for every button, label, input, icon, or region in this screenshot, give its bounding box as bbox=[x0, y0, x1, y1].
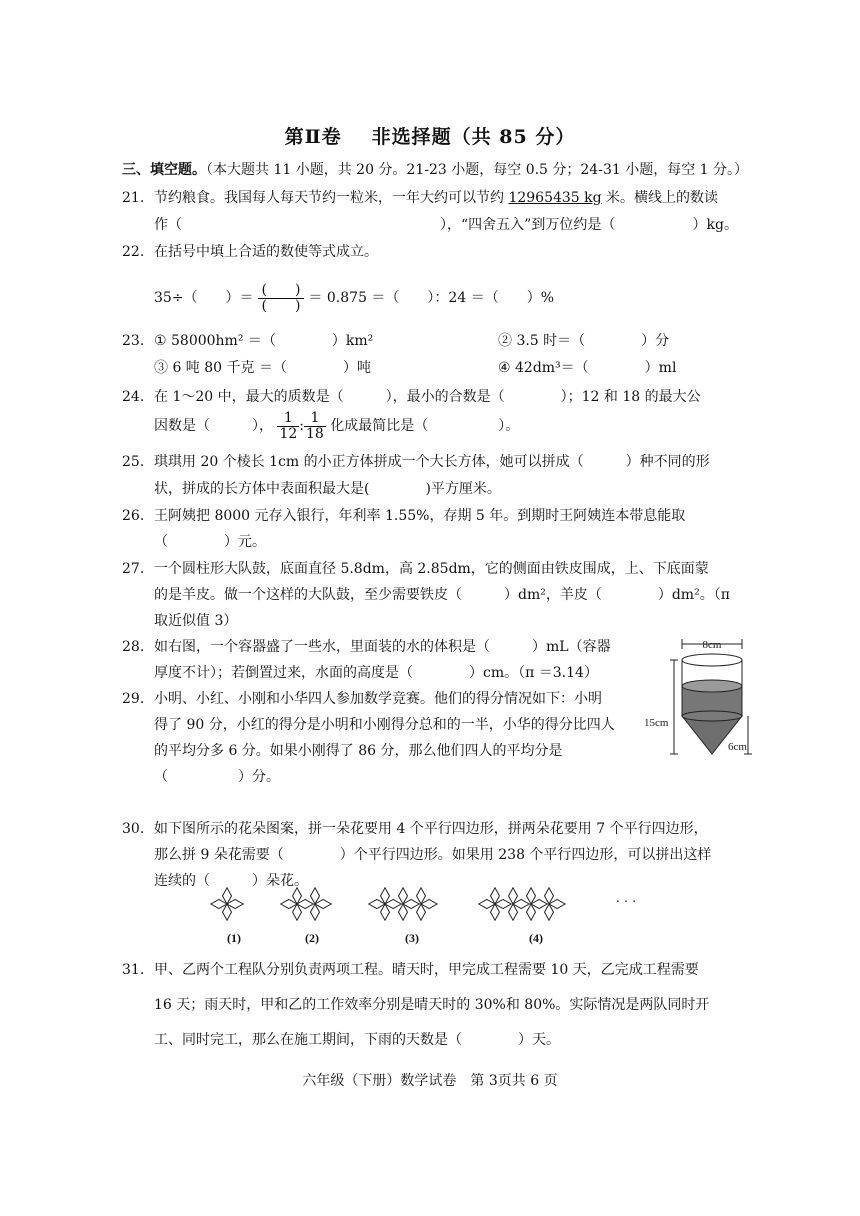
flower-petal bbox=[495, 900, 511, 909]
page-title bbox=[0, 122, 860, 149]
flower-petal bbox=[527, 904, 536, 920]
q28-number: 28. bbox=[122, 639, 145, 655]
q21-line1: 节约粮食。我国每人每天节约一粒米，一年大约可以节约 12965435 kg 米。横线上的数读 bbox=[154, 190, 719, 206]
q27-line2: 的是羊皮。做一个这样的大队鼓，至少需要铁皮（ ）dm²，羊皮（ ）dm²。（π bbox=[154, 587, 730, 603]
q26-number: 26. bbox=[122, 508, 145, 524]
q21-line2: 作（ ），“四舍五入”到万位约是（ ）kg。 bbox=[154, 217, 738, 233]
part-title: 非选择题（共 85 分） bbox=[371, 126, 576, 148]
flower-petal bbox=[385, 900, 401, 909]
q31-line2: 16 天；雨天时，甲和乙的工作效率分别是晴天时的 30%和 80%。实际情况是两队同时开 bbox=[154, 997, 710, 1013]
q26-line1: 王阿姨把 8000 元存入银行，年利率 1.55%，存期 5 年。到期时王阿姨连本带息能取 bbox=[154, 508, 686, 524]
q30-line2: 那么拼 9 朵花需要（ ）个平行四边形。如果用 238 个平行四边形，可以拼出这样 bbox=[154, 847, 712, 863]
q26-line2: （ ）元。 bbox=[154, 534, 266, 550]
q25-line1: 琪琪用 20 个棱长 1cm 的小正方体拼成一个大长方体，她可以拼成（ ）种不同的形 bbox=[154, 454, 710, 470]
flower-petal bbox=[491, 904, 500, 920]
q23-a: ① 58000hm² ＝（ ）km² bbox=[154, 333, 374, 349]
flower-petal bbox=[311, 904, 320, 920]
flower-petal bbox=[417, 888, 426, 904]
flower-petal bbox=[227, 900, 243, 909]
flower-petal bbox=[315, 900, 331, 909]
flower-petal bbox=[297, 900, 313, 909]
q25-number: 25. bbox=[122, 454, 145, 470]
flower-petal bbox=[509, 888, 518, 904]
q31-number: 31. bbox=[122, 962, 145, 978]
q22-equation: 35÷（ ）＝ $\frac{( )}{( )}$ ＝ 0.875 ＝（ ）：24 ＝（ ）% bbox=[154, 281, 554, 314]
flower-petal bbox=[311, 888, 320, 904]
q22-text: 在括号中填上合适的数使等式成立。 bbox=[154, 244, 378, 260]
ellipsis: · · · bbox=[615, 895, 637, 910]
q29-line2: 得了 90 分，小红的得分是小明和小刚得分总和的一半，小华的得分比四人 bbox=[154, 717, 615, 733]
part-label: 第Ⅱ卷 bbox=[284, 126, 342, 148]
flower-petal bbox=[223, 904, 232, 920]
flower-petal bbox=[513, 900, 529, 909]
flower-petal bbox=[549, 900, 565, 909]
q31-line1: 甲、乙两个工程队分别负责两项工程。晴天时，甲完成工程需要 10 天，乙完成工程需要 bbox=[154, 962, 699, 978]
q23-number: 23. bbox=[122, 333, 145, 349]
flower-petal bbox=[491, 888, 500, 904]
flower-petal bbox=[381, 888, 390, 904]
flower-pattern-figure bbox=[200, 876, 660, 950]
flower-petal bbox=[223, 888, 232, 904]
flower-petal bbox=[399, 888, 408, 904]
q27-line1: 一个圆柱形大队鼓，底面直径 5.8dm，高 2.85dm，它的侧面由铁皮围成，上、下底面蒙 bbox=[154, 561, 709, 577]
q23-d: ④ 42dm³＝（ ）ml bbox=[498, 360, 677, 376]
flower-petal bbox=[403, 900, 419, 909]
q25-line2: 状，拼成的长方体中表面积最大是( )平方厘米。 bbox=[154, 481, 501, 497]
flower-petal bbox=[421, 900, 437, 909]
q30-line3: 连续的（ ）朵花。 bbox=[154, 873, 308, 889]
q22-number: 22. bbox=[122, 244, 145, 260]
label-side-15cm: 15cm bbox=[644, 717, 669, 729]
container-figure bbox=[644, 636, 756, 766]
q21-number: 21. bbox=[122, 190, 145, 206]
q29-line3: 的平均分多 6 分。如果小刚得了 86 分，那么他们四人的平均分是 bbox=[154, 743, 563, 759]
q24-number: 24. bbox=[122, 389, 145, 405]
q29-line4: （ ）分。 bbox=[154, 769, 280, 785]
flower-petal bbox=[293, 904, 302, 920]
flower-petal bbox=[545, 888, 554, 904]
q27-number: 27. bbox=[122, 561, 145, 577]
section-heading: 三、填空题。（本大题共 11 小题，共 20 分。21-23 小题，每空 0.5 分；24-31 小题，每空 1 分。） bbox=[122, 162, 749, 178]
flower-petal bbox=[369, 900, 385, 909]
q28-line2: 厚度不计）；若倒置过来，水面的高度是（ ）cm。（π ＝3.14） bbox=[154, 665, 598, 681]
q29-line1: 小明、小红、小刚和小华四人参加数学竞赛。他们的得分情况如下：小明 bbox=[154, 691, 602, 707]
flower-petal bbox=[527, 888, 536, 904]
flower-petal bbox=[281, 900, 297, 909]
caption-3: (3) bbox=[405, 931, 419, 945]
flower-petal bbox=[293, 888, 302, 904]
page-footer: 六年级（下册）数学试卷 第 3页共 6 页 bbox=[302, 1073, 558, 1089]
flower-petal bbox=[381, 904, 390, 920]
flower-petal bbox=[211, 900, 227, 909]
caption-1: (1) bbox=[227, 931, 241, 945]
label-top-8cm: 8cm bbox=[702, 639, 722, 651]
label-bottom-6cm: 6cm bbox=[728, 741, 747, 753]
q27-line3: 取近似值 3） bbox=[154, 613, 238, 629]
q23-b: ② 3.5 时＝（ ）分 bbox=[498, 333, 670, 349]
q28-line1: 如右图，一个容器盛了一些水，里面装的水的体积是（ ）mL（容器 bbox=[154, 639, 611, 655]
q30-number: 30. bbox=[122, 821, 145, 837]
flower-petal bbox=[417, 904, 426, 920]
q29-number: 29. bbox=[122, 691, 145, 707]
q31-line3: 工、同时完工，那么在施工期间，下雨的天数是（ ）天。 bbox=[154, 1032, 560, 1048]
flower-petal bbox=[399, 904, 408, 920]
caption-4: (4) bbox=[529, 931, 543, 945]
caption-2: (2) bbox=[305, 931, 319, 945]
flower-petal bbox=[479, 900, 495, 909]
q23-c: ③ 6 吨 80 千克 ＝（ ）吨 bbox=[154, 360, 371, 376]
flower-petal bbox=[531, 900, 547, 909]
q24-line2: 因数是（ ）， $\frac{1}{12}$ : $\frac{1}{18}$ 化成最简比是（ ）。 bbox=[154, 409, 520, 442]
flower-petal bbox=[509, 904, 518, 920]
flower-petal bbox=[545, 904, 554, 920]
q30-line1: 如下图所示的花朵图案，拼一朵花要用 4 个平行四边形，拼两朵花要用 7 个平行四边形， bbox=[154, 821, 708, 837]
q24-line1: 在 1～20 中，最大的质数是（ ），最小的合数是（ ）；12 和 18 的最大公 bbox=[154, 389, 701, 405]
